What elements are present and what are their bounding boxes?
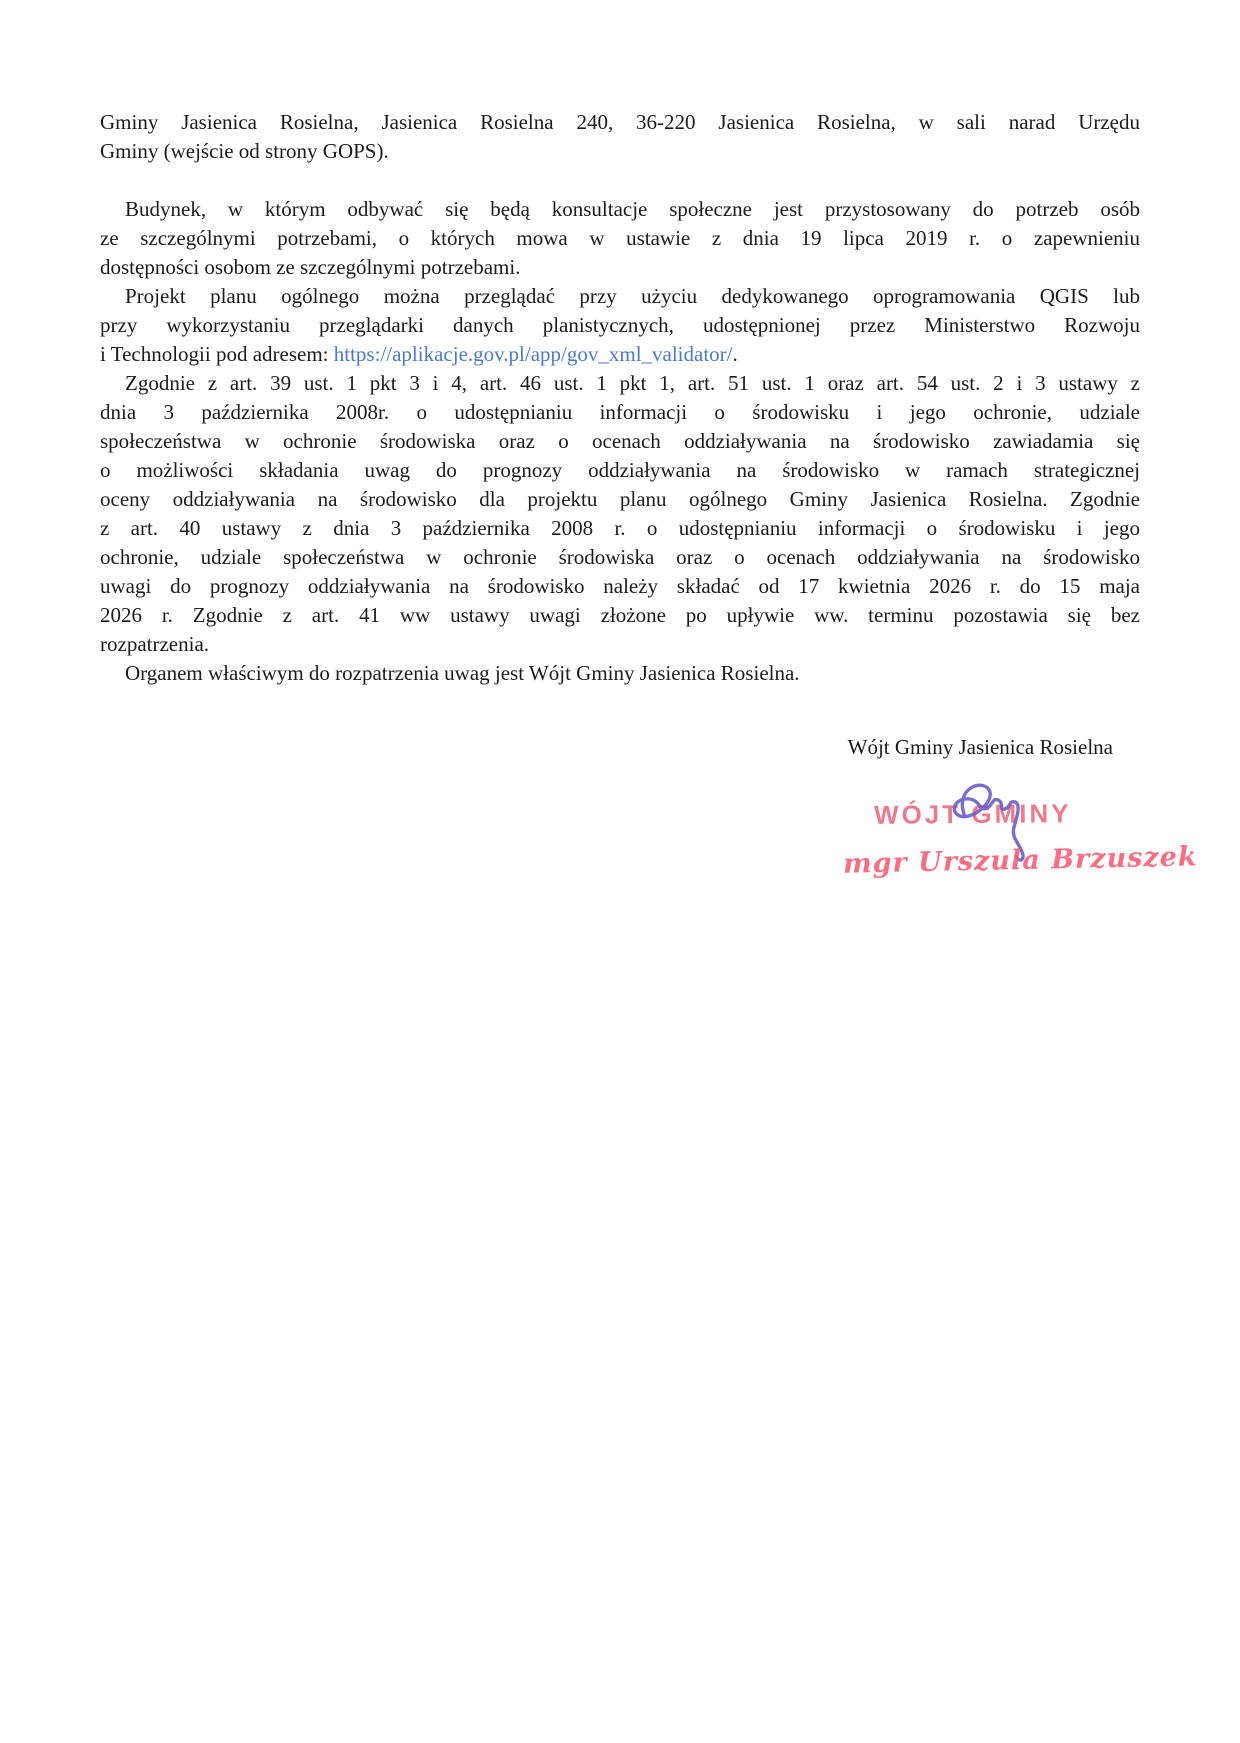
document-body: [100, 108, 1140, 762]
mayor-stamp-title: WÓJT GMINY: [873, 798, 1072, 830]
text-line: [100, 340, 1140, 369]
text-line: [100, 311, 1140, 340]
text-line: [100, 456, 1140, 485]
text-line: [100, 485, 1140, 514]
text-line: [100, 369, 1140, 398]
paragraph: [100, 282, 1140, 369]
text-line: [100, 427, 1140, 456]
paragraph: [100, 195, 1140, 282]
text-line: [100, 572, 1140, 601]
text-run: Gminy Jasienica Rosielna, Jasienica Rosielna 240, 36-220 Jasienica Rosielna, w sali narad Urzędu: [100, 110, 1140, 134]
text-run: uwagi do prognozy oddziaływania na środowisko należy składać od 17 kwietnia 2026 r. do 15 maja: [100, 574, 1140, 598]
text-line: [100, 195, 1140, 224]
text-run: o możliwości składania uwag do prognozy oddziaływania na środowisko w ramach strategicznej: [100, 458, 1140, 482]
text-run: Gminy (wejście od strony GOPS).: [100, 139, 389, 163]
text-line: [100, 543, 1140, 572]
mayor-stamp-name: mgr Urszula Brzuszek: [842, 841, 1198, 880]
text-line: [100, 137, 1140, 166]
text-line: [100, 601, 1140, 630]
text-line: [100, 659, 1140, 688]
text-run: Projekt planu ogólnego można przeglądać przy użyciu dedykowanego oprogramowania QGIS lub: [125, 284, 1140, 308]
text-run: ze szczególnymi potrzebami, o których mowa w ustawie z dnia 19 lipca 2019 r. o zapewnieniu: [100, 226, 1140, 250]
text-line: [100, 224, 1140, 253]
text-line: [100, 108, 1140, 137]
text-run: dnia 3 października 2008r. o udostępnianiu informacji o środowisku i jego ochronie, udziale: [100, 400, 1140, 424]
text-run: i Technologii pod adresem:: [100, 342, 334, 366]
text-line: [100, 398, 1140, 427]
text-run: .: [732, 342, 738, 366]
paragraph: [100, 659, 1140, 688]
text-run: przy wykorzystaniu przeglądarki danych planistycznych, udostępnionej przez Ministerstwo Rozwoju: [100, 313, 1140, 337]
text-run: Budynek, w którym odbywać się będą konsultacje społeczne jest przystosowany do potrzeb osób: [125, 197, 1140, 221]
paragraph-container: [100, 108, 1140, 688]
text-run: oceny oddziaływania na środowisko dla projektu planu ogólnego Gminy Jasienica Rosielna. Zgodnie: [100, 487, 1140, 511]
text-run: dostępności osobom ze szczególnymi potrzebami.: [100, 255, 521, 279]
text-run: rozpatrzenia.: [100, 632, 210, 656]
text-line: [100, 630, 1140, 659]
paragraph: [100, 369, 1140, 659]
closing-signature-line: Wójt Gminy Jasienica Rosielna: [847, 735, 1113, 759]
text-line: [100, 253, 1140, 282]
paragraph: [100, 108, 1140, 166]
text-run: 2026 r. Zgodnie z art. 41 ww ustawy uwagi złożone po upływie ww. terminu pozostawia się bez: [100, 603, 1140, 627]
text-run: z art. 40 ustawy z dnia 3 października 2008 r. o udostępnianiu informacji o środowisku i jego: [100, 516, 1140, 540]
text-run: społeczeństwa w ochronie środowiska oraz o ocenach oddziaływania na środowisko zawiadamia się: [100, 429, 1140, 453]
text-line: [100, 282, 1140, 311]
text-run: Organem właściwym do rozpatrzenia uwag jest Wójt Gminy Jasienica Rosielna.: [125, 661, 800, 685]
validator-link[interactable]: https://aplikacje.gov.pl/app/gov_xml_validator/: [333, 342, 733, 366]
text-line: [100, 514, 1140, 543]
text-run: ochronie, udziale społeczeństwa w ochronie środowiska oraz o ocenach oddziaływania na środowisko: [100, 545, 1140, 569]
text-run: Zgodnie z art. 39 ust. 1 pkt 3 i 4, art. 46 ust. 1 pkt 1, art. 51 ust. 1 oraz art. 54 ust. 2 i 3 ustawy z: [125, 371, 1140, 395]
